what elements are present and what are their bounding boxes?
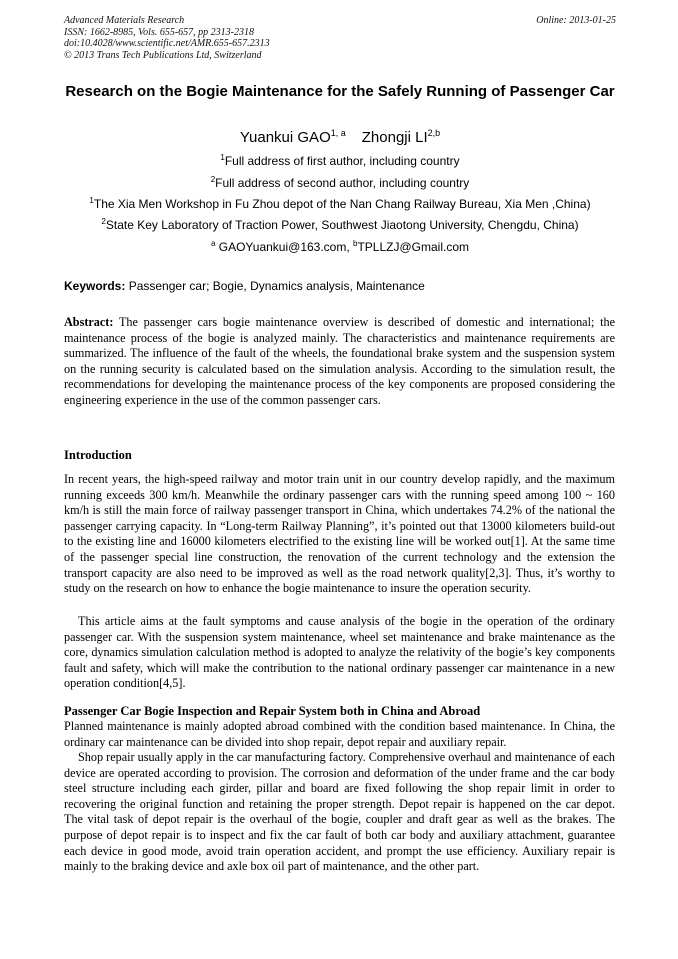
- author-name: Yuankui GAO: [239, 129, 331, 146]
- affiliation-superscript: 1: [220, 153, 225, 162]
- introduction-paragraph: This article aims at the fault symptoms and cause analysis of the bogie in the operation of the ordinary passenger car. With the suspension system maintenance, wheel set maintenance and brake maintenance as the core, dynamics simulation calculation method is adopted to analyze the relativity of the bogie’s key components fault and safety, which will make the contribution to the national ordinary passenger car maintenance in a new operation condition[4,5].: [64, 614, 615, 691]
- email-line: [40, 237, 640, 254]
- email-address: GAOYuankui@163.com,: [215, 240, 354, 254]
- keywords: [64, 279, 624, 293]
- section-paragraph: Planned maintenance is mainly adopted abroad combined with the condition based maintenance. In China, the ordinary car maintenance can be divided into shop repair, depot repair and auxiliary repair.: [64, 719, 615, 749]
- journal-header: [64, 15, 616, 61]
- section-heading-inspection: Passenger Car Bogie Inspection and Repair System both in China and Abroad: [64, 704, 481, 718]
- affiliation-line: [40, 173, 640, 190]
- keywords-text: Passenger car; Bogie, Dynamics analysis, Maintenance: [125, 279, 425, 293]
- online-date: Online: 2013-01-25: [536, 15, 616, 26]
- affiliation-line: [40, 194, 640, 211]
- abstract-label: Abstract:: [64, 315, 114, 329]
- email-address: TPLLZJ@Gmail.com: [357, 240, 470, 254]
- email-superscript: b: [353, 239, 358, 248]
- doi-line: doi:10.4028/www.scientific.net/AMR.655-657.2313: [64, 38, 270, 49]
- affiliation-line: [40, 215, 640, 232]
- affiliation-text: The Xia Men Workshop in Fu Zhou depot of the Nan Chang Railway Bureau, Xia Men ,China): [93, 197, 591, 211]
- issn-line: ISSN: 1662-8985, Vols. 655-657, pp 2313-2318: [64, 26, 254, 38]
- paper-title: Research on the Bogie Maintenance for the Safely Running of Passenger Car: [65, 83, 615, 100]
- journal-name: Advanced Materials Research: [64, 15, 185, 26]
- affiliation-line: [40, 151, 640, 168]
- affiliation-text: Full address of first author, including country: [224, 154, 460, 168]
- author-line: [60, 124, 620, 147]
- copyright-line: © 2013 Trans Tech Publications Ltd, Switzerland: [64, 49, 262, 61]
- affiliation-text: State Key Laboratory of Traction Power, Southwest Jiaotong University, Chengdu, China): [105, 218, 579, 232]
- abstract-text: The passenger cars bogie maintenance overview is described of domestic and international; the maintenance process of the bogie is analyzed mainly. The characteristics and maintenance requirements are summarized. The influence of the fault of the wheels, the foundational brake system and the suspension system on the running security is calculated based on the simulation analysis. According to the simulation result, the recommendations for developing the maintenance process of the key components are proposed considering the engineering experience in the use of the common passenger cars.: [64, 315, 615, 407]
- keywords-label: Keywords:: [64, 279, 126, 293]
- affiliation-text: Full address of second author, including country: [215, 176, 470, 190]
- abstract: [64, 315, 615, 409]
- affiliation-superscript: 1: [89, 196, 94, 205]
- introduction-paragraph: In recent years, the high-speed railway and motor train unit in our country develop rapidly, and the maximum running exceeds 300 km/h. Meanwhile the ordinary passenger cars with the running speed among 100 ~ 160 km/h is still the main force of railway passenger transport in China, which undertakes 74.2% of the national the passenger carrying capacity. In “Long-term Railway Planning”, it’s pointed out that 13000 kilometers build-out to the existing line and 16000 kilometers electrified to the existing line will be worked out[1]. At the same time of the passenger special line construction, the renovation of the current technology and the extension the transport capacity are also need to be improved as well as the road network quality[2,3]. Thus, it’s worthy to study on the research on how to enhance the bogie maintenance to insure the operation security.: [64, 472, 615, 596]
- section-heading-introduction: Introduction: [64, 448, 132, 462]
- section-paragraph: Shop repair usually apply in the car manufacturing factory. Comprehensive overhaul and maintenance of each device are operated according to provision. The corrosion and deformation of the under frame and the car body steel structure including each girder, pillar and board are fixed following the shop repair limit in order to recovering the original function and retaining the proper strength. Depot repair is happened on the car depot. The vital task of depot repair is the overhaul of the bogie, coupler and draft gear as well as the brakes. The purpose of depot repair is to inspect and fix the car fault of both car body and auxiliary attachment, guarantee each device in good mode, avoid train operation accident, and prompt the use efficiency. Auxiliary repair is mainly to the braking device and axle box oil part of maintenance, and the other part.: [64, 750, 615, 874]
- author-name: Zhongji LI: [361, 129, 428, 146]
- affiliation-superscript: 2: [101, 217, 106, 226]
- email-superscript: a: [210, 239, 216, 248]
- author-superscript: 2,b: [427, 128, 441, 138]
- author-superscript: 1, a: [330, 128, 346, 138]
- affiliation-superscript: 2: [210, 175, 216, 184]
